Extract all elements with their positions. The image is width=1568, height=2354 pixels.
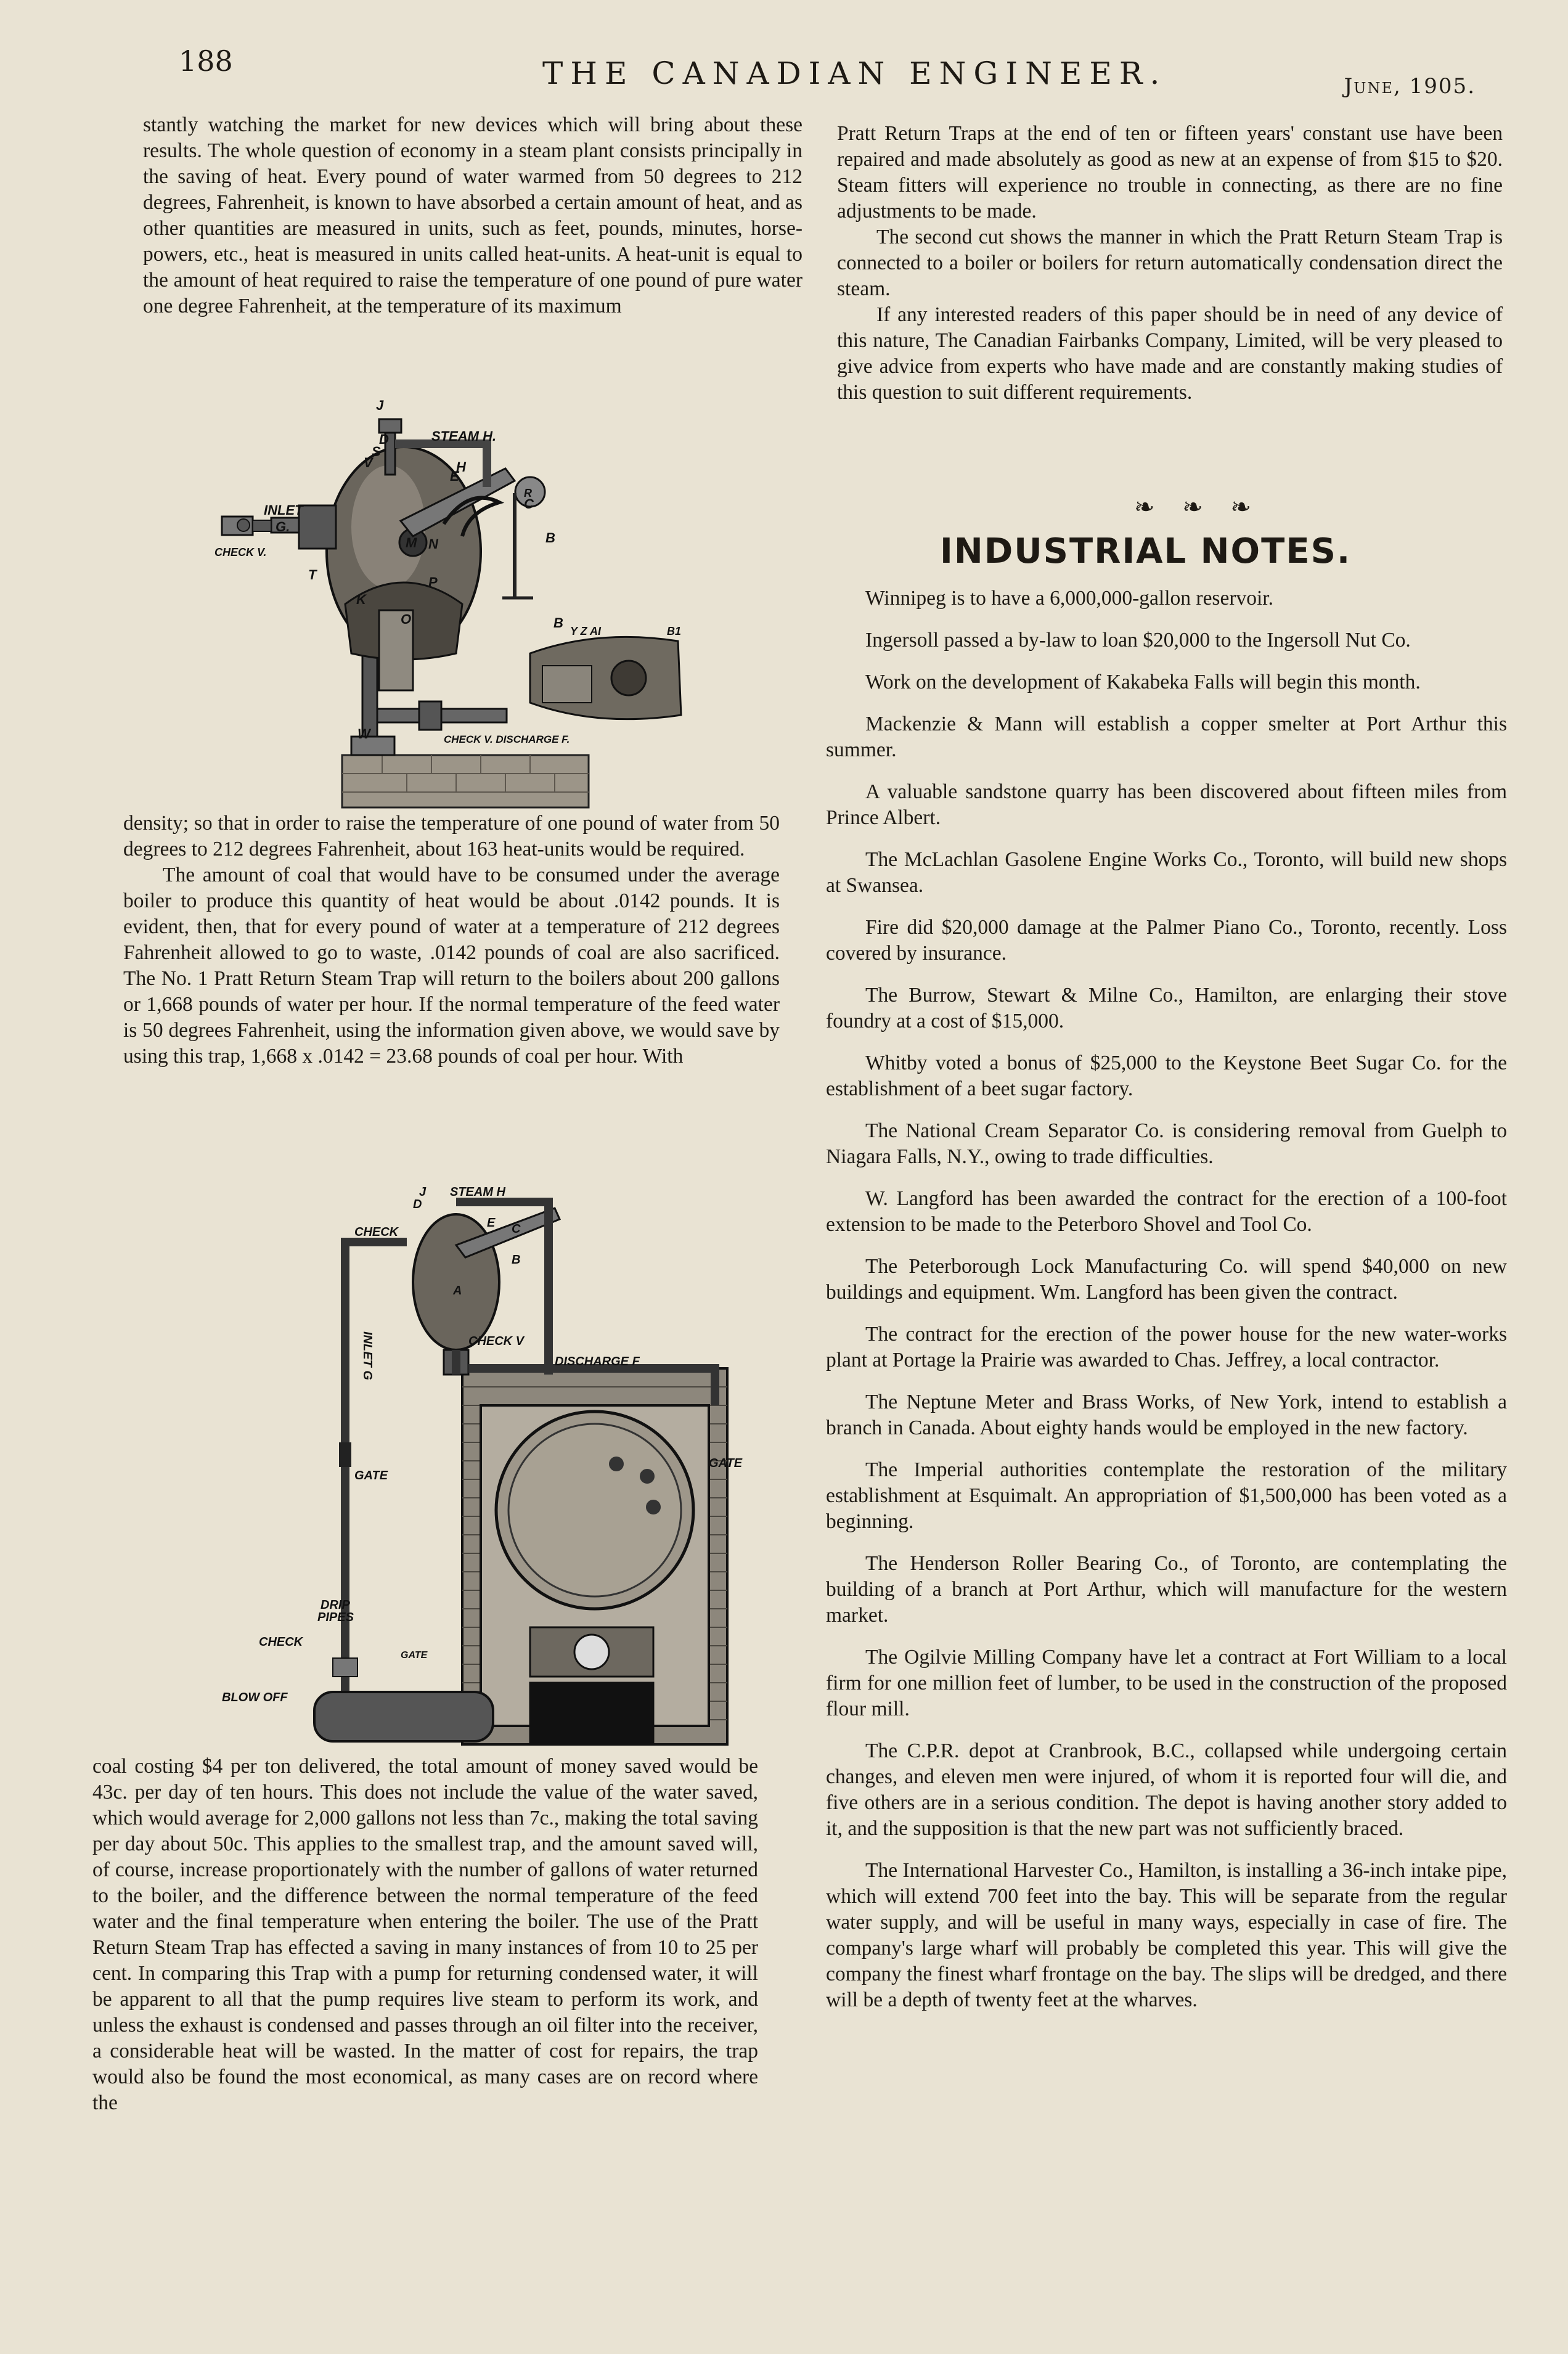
news-item: The Henderson Roller Bearing Co., of Toronto, are contemplating the building of a branch at Port Arthur, which will manufacture for the western market. (826, 1552, 1507, 1627)
news-item: The C.P.R. depot at Cranbrook, B.C., collapsed while undergoing certain changes, and eleven men were injured, of whom it is reported four will die, and five others are in a serious condition. The depot is having another story added to it, and the supposition is that the new part was not sufficiently braced. (826, 1739, 1507, 1840)
figure-label: T (308, 567, 317, 582)
figure-label: J (376, 398, 384, 413)
news-item: The Neptune Meter and Brass Works, of New York, intend to establish a branch in Canada. About eighty hands would be employed in the new factory. (826, 1391, 1507, 1439)
figure-label: GATE (401, 1650, 428, 1661)
left-column-top (143, 112, 802, 319)
figure-label: DISCHARGE F (555, 1355, 640, 1368)
figure-label: STEAM H (450, 1185, 505, 1199)
news-item: The Peterborough Lock Manufacturing Co. will spend $40,000 on new buildings and equipment. Wm. Langford has been given the contract. (826, 1255, 1507, 1304)
figure-label: E (450, 468, 459, 484)
figure-label: B (512, 1253, 521, 1267)
figure-label: DRIP (321, 1598, 350, 1612)
figure-label: A (453, 1284, 462, 1298)
section-ornament: ❧ ❧ ❧ (1134, 493, 1261, 521)
figure-label: W (357, 726, 370, 742)
section-title: INDUSTRIAL NOTES. (940, 531, 1352, 571)
figure-label: E (487, 1216, 496, 1230)
page-header (0, 44, 1568, 112)
news-item: Winnipeg is to have a 6,000,000-gallon reservoir. (865, 587, 1273, 610)
paragraph: coal costing $4 per ton delivered, the total amount of money saved would be 43c. per day of ten hours. This does not include the value of the water saved, which would average for 2,000 gallons not less than 7c., making the total saving per day about 50c. This applies to the smallest trap, and the amount saved will, of course, increase proportionately with the number of gallons of water returned to the boiler, and the difference between the normal temperature of the feed water and the final temperature when entering the boiler. The use of the Pratt Return Steam Trap has effected a saving in many instances of from 10 to 25 per cent. In comparing this Trap with a pump for returning condensed water, it will be apparent to all that the pump requires live steam to perform its work, and unless the exhaust is condensed and passes through an oil filter into the receiver, a considerable heat will be wasted. In the matter of cost for repairs, the trap would also be found the most economical, as many cases are on record where the (92, 1755, 758, 2114)
industrial-notes-list (826, 586, 1507, 2013)
paragraph: If any interested readers of this paper should be in need of any device of this nature, The Canadian Fairbanks Company, Limited, will be very pleased to give advice from experts who have made and are constantly making studies of this question to suit different requirements. (837, 303, 1503, 404)
paragraph: The amount of coal that would have to be consumed under the average boiler to produce this quantity of heat would be about .0142 pounds. It is evident, then, that for every pound of water at a temperature of 212 degrees Fahrenheit allowed to go to waste, .0142 pounds of coal are also sacrificed. The No. 1 Pratt Return Steam Trap will return to the boilers about 200 gallons or 1,668 pounds of water per hour. If the normal temperature of the feed water is 50 degrees Fahrenheit, using the information given above, we would save by using this trap, 1,668 x .0142 = 23.68 pounds of coal per hour. With (123, 864, 780, 1068)
news-item: The International Harvester Co., Hamilton, is installing a 36-inch intake pipe, which will extend 700 feet into the bay. This will be separate from the regular water supply, and will be useful in many ways, especially in case of fire. The company's large wharf will probably be completed this year. This will give the company the finest wharf frontage on the bay. The slips will be dredged, and there will be a depth of twenty feet at the wharves. (826, 1859, 1507, 2011)
steam-trap-illustration (197, 394, 727, 814)
figure-label: G. (276, 519, 290, 534)
left-column-middle (123, 811, 780, 1069)
figure-label: N (428, 536, 438, 552)
figure-label: BLOW OFF (222, 1691, 288, 1704)
figure-label: B1 (667, 625, 682, 637)
figure-label: D (413, 1198, 422, 1211)
news-item: Whitby voted a bonus of $25,000 to the Keystone Beet Sugar Co. for the establishment of a beet sugar factory. (826, 1052, 1507, 1100)
news-item: The McLachlan Gasolene Engine Works Co., Toronto, will build new shops at Swansea. (826, 848, 1507, 897)
figure-label: STEAM H. (431, 428, 497, 444)
right-column-top (837, 121, 1503, 406)
figure-label: Y Z AI (570, 625, 602, 637)
figure-label: GATE (709, 1457, 743, 1470)
paragraph: Pratt Return Traps at the end of ten or fifteen years' constant use have been repaired and made absolutely as good as new at an expense of from $15 to $20. Steam fitters will experience no trouble in connecting, as there are no fine adjustments to be made. (837, 122, 1503, 223)
figure-label: GATE (354, 1469, 388, 1482)
news-item: Mackenzie & Mann will establish a copper smelter at Port Arthur this summer. (826, 713, 1507, 761)
figure-label: R (524, 487, 532, 499)
page-number: 188 (179, 44, 233, 78)
figure-label: B (553, 615, 563, 631)
figure-label: O (401, 611, 412, 627)
news-item: W. Langford has been awarded the contract for the erection of a 100-foot extension to be made to the Peterboro Shovel and Tool Co. (826, 1187, 1507, 1236)
figure-label: H (456, 459, 466, 475)
news-item: Fire did $20,000 damage at the Palmer Piano Co., Toronto, recently. Loss covered by insurance. (826, 916, 1507, 965)
figure-label: C (512, 1222, 521, 1236)
paragraph: The second cut shows the manner in which the Pratt Return Steam Trap is connected to a boiler or boilers for return automatically condensation direct the steam. (837, 226, 1503, 300)
news-item: The contract for the erection of the power house for the new water-works plant at Portage la Prairie was awarded to Chas. Jeffrey, a local contractor. (826, 1323, 1507, 1371)
boiler-connection-illustration (222, 1183, 764, 1751)
figure-label: M (406, 535, 417, 550)
figure-label: P (428, 574, 438, 590)
paragraph: stantly watching the market for new devices which will bring about these results. The whole question of economy in a steam plant consists principally in the saving of heat. Every pound of water warmed from 50 degrees to 212 degrees, Fahrenheit, is known to have absorbed a certain amount of heat, and as other quantities are measured in units, such as feet, pounds, minutes, horse-powers, etc., heat is measured in units called heat-units. A heat-unit is equal to the amount of heat required to raise the temperature of one pound of pure water one degree Fahrenheit, at the temperature of its maximum (143, 113, 802, 317)
paragraph: density; so that in order to raise the temperature of one pound of water from 50 degrees to 212 degrees Fahrenheit, about 163 heat-units would be required. (123, 812, 780, 860)
left-column-bottom (92, 1754, 758, 2116)
figure-label: S (372, 444, 381, 459)
news-item: The National Cream Separator Co. is considering removal from Guelph to Niagara Falls, N.Y., owing to trade difficulties. (826, 1119, 1507, 1168)
figure-label: J (419, 1185, 427, 1199)
news-item: A valuable sandstone quarry has been discovered about fifteen miles from Prince Albert. (826, 780, 1507, 829)
figure-label: V (364, 455, 373, 470)
news-item: Ingersoll passed a by-law to loan $20,000 to the Ingersoll Nut Co. (865, 629, 1411, 652)
journal-title: THE CANADIAN ENGINEER. (542, 55, 1167, 91)
news-item: The Imperial authorities contemplate the restoration of the military establishment at Esquimalt. An appropriation of $1,500,000 has been voted as a beginning. (826, 1458, 1507, 1533)
figure-label: PIPES (317, 1611, 354, 1624)
figure-label: D (379, 431, 389, 447)
news-item: Work on the development of Kakabeka Falls will begin this month. (865, 671, 1421, 693)
figure-label: CHECK V. (214, 546, 267, 558)
figure-label: INLET G (361, 1331, 374, 1380)
figure-label: CHECK (259, 1635, 303, 1649)
news-item: The Ogilvie Milling Company have let a contract at Fort William to a local firm for one million feet of lumber, to be used in the construction of the proposed flour mill. (826, 1646, 1507, 1720)
news-item: The Burrow, Stewart & Milne Co., Hamilton, are enlarging their stove foundry at a cost of $15,000. (826, 984, 1507, 1032)
figure-label: INLET (264, 502, 303, 518)
figure-label: CHECK V (468, 1334, 525, 1348)
figure-label: CHECK (354, 1225, 399, 1239)
issue-date: June, 1905. (1344, 74, 1476, 99)
figure-label: CHECK V. DISCHARGE F. (444, 734, 570, 745)
figure-label: C (524, 496, 534, 512)
figure-label: B (545, 530, 555, 546)
figure-label: K (356, 592, 366, 607)
